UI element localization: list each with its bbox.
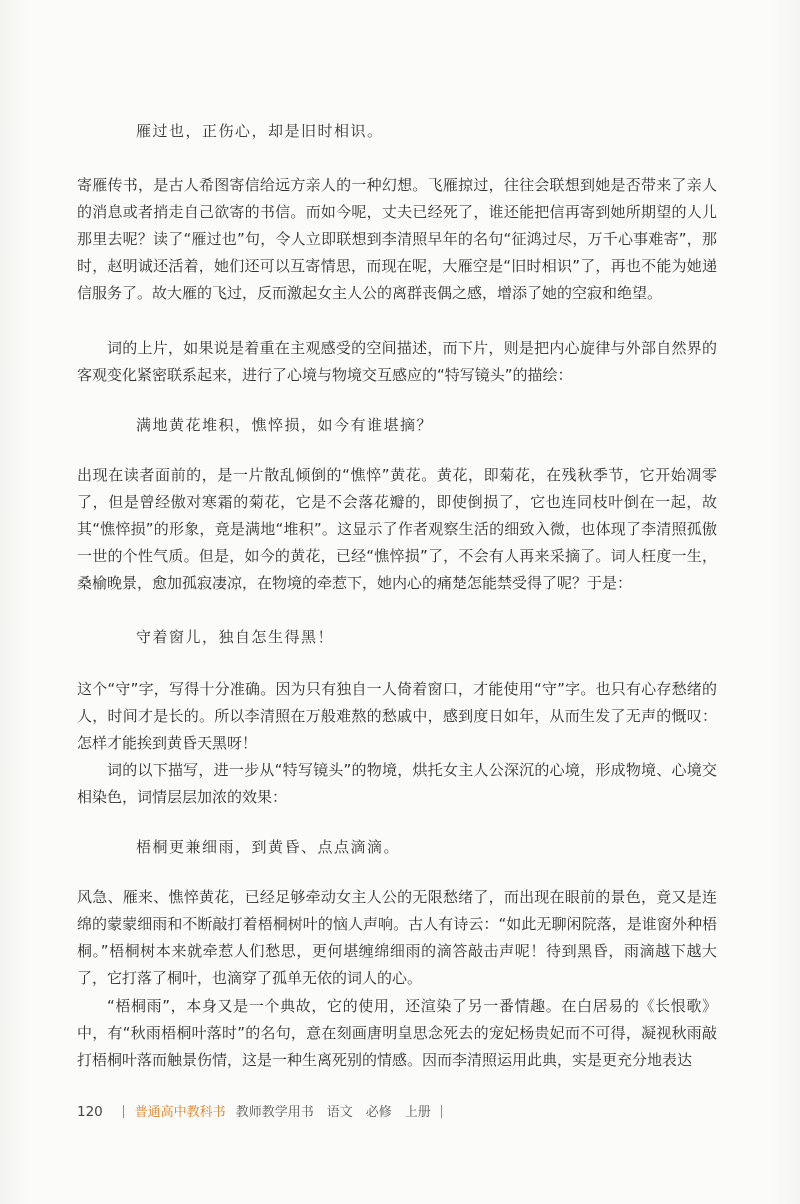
paragraph-4: 这个“守”字，写得十分准确。因为只有独自一人倚着窗口，才能使用“守”字。也只有心存愁绪的人，时间才是长的。所以李清照在万般难熬的愁戚中，感到度日如年，从而生发了无声的慨叹：怎样才能挨到黄昏天黑呀！ [77,680,717,752]
footer-divider-end [441,1105,443,1118]
paragraph-7: “梧桐雨”，本身又是一个典故，它的使用，还渲染了另一番情趣。在白居易的《长恨歌》中，有“秋雨梧桐叶落时”的名句，意在刻画唐明皇思念死去的宠妃杨贵妃而不可得，凝视秋雨敲打梧桐叶落而触景伤情，这是一种生离死别的情感。因而李清照运用此典，实是更充分地表达 [77,997,717,1069]
paragraph-1: 寄雁传书，是古人希图寄信给远方亲人的一种幻想。飞雁掠过，往往会联想到她是否带来了亲人的消息或者捎走自己欲寄的书信。而如今呢，丈夫已经死了，谁还能把信再寄到她所期望的人儿那里去呢？读了“雁过也”句，令人立即联想到李清照早年的名句“征鸿过尽，万千心事难寄”，那时，赵明诚还活着，她们还可以互寄情思，而现在呢，大雁空是“旧时相识”了，再也不能为她递信服务了。故大雁的飞过，反而激起女主人公的离群丧偶之感，增添了她的空寂和绝望。 [77,176,717,302]
book-title: 普通高中教科书 [134,1105,226,1120]
paragraph-3: 出现在读者面前的，是一片散乱倾倒的“憔悴”黄花。黄花，即菊花，在残秋季节，它开始凋零了，但是曾经傲对寒霜的菊花，它是不会落花瓣的，即使倒损了，它也连同枝叶倒在一起，故其“憔悴损”的形象，竟是满地“堆积”。这显示了作者观察生活的细致入微，也体现了李清照孤傲一世的个性气质。但是，如今的黄花，已经“憔悴损”了，不会有人再来采摘了。词人枉度一生，桑榆晚景，愈加孤寂凄凉，在物境的牵惹下，她内心的痛楚怎能禁受得了呢？于是： [77,466,717,592]
page-footer [77,1101,448,1121]
paragraph-6: 风急、雁来、憔悴黄花，已经足够牵动女主人公的无限愁绪了，而出现在眼前的景色，竟又是连绵的蒙蒙细雨和不断敲打着梧桐树叶的恼人声响。古人有诗云：“如此无聊闲院落，是谁窗外种梧桐。”梧桐树本来就牵惹人们愁思，更何堪缠绵细雨的滴答敲击声呢！待到黑昏，雨滴越下越大了，它打落了桐叶，也滴穿了孤单无依的词人的心。 [77,888,717,987]
page-number: 120 [77,1104,103,1120]
paragraph-2: 词的上片，如果说是着重在主观感受的空间描述，而下片，则是把内心旋律与外部自然界的客观变化紧密联系起来，进行了心境与物境交互感应的“特写镜头”的描绘： [77,339,717,384]
quote-2: 满地黄花堆积，憔悴损，如今有谁堪摘？ [136,416,434,434]
quote-3: 守着窗儿，独自怎生得黑！ [136,628,335,646]
footer-divider [123,1105,125,1118]
quote-1: 雁过也，正伤心，却是旧时相识。 [136,122,384,140]
quote-4: 梧桐更兼细雨，到黄昏、点点滴滴。 [136,838,401,856]
book-subtitle: 教师教学用书 语文 必修 上册 [235,1105,431,1120]
paragraph-5: 词的以下描写，进一步从“特写镜头”的物境，烘托女主人公深沉的心境，形成物境、心境交相染色，词情层层加浓的效果： [77,761,717,806]
